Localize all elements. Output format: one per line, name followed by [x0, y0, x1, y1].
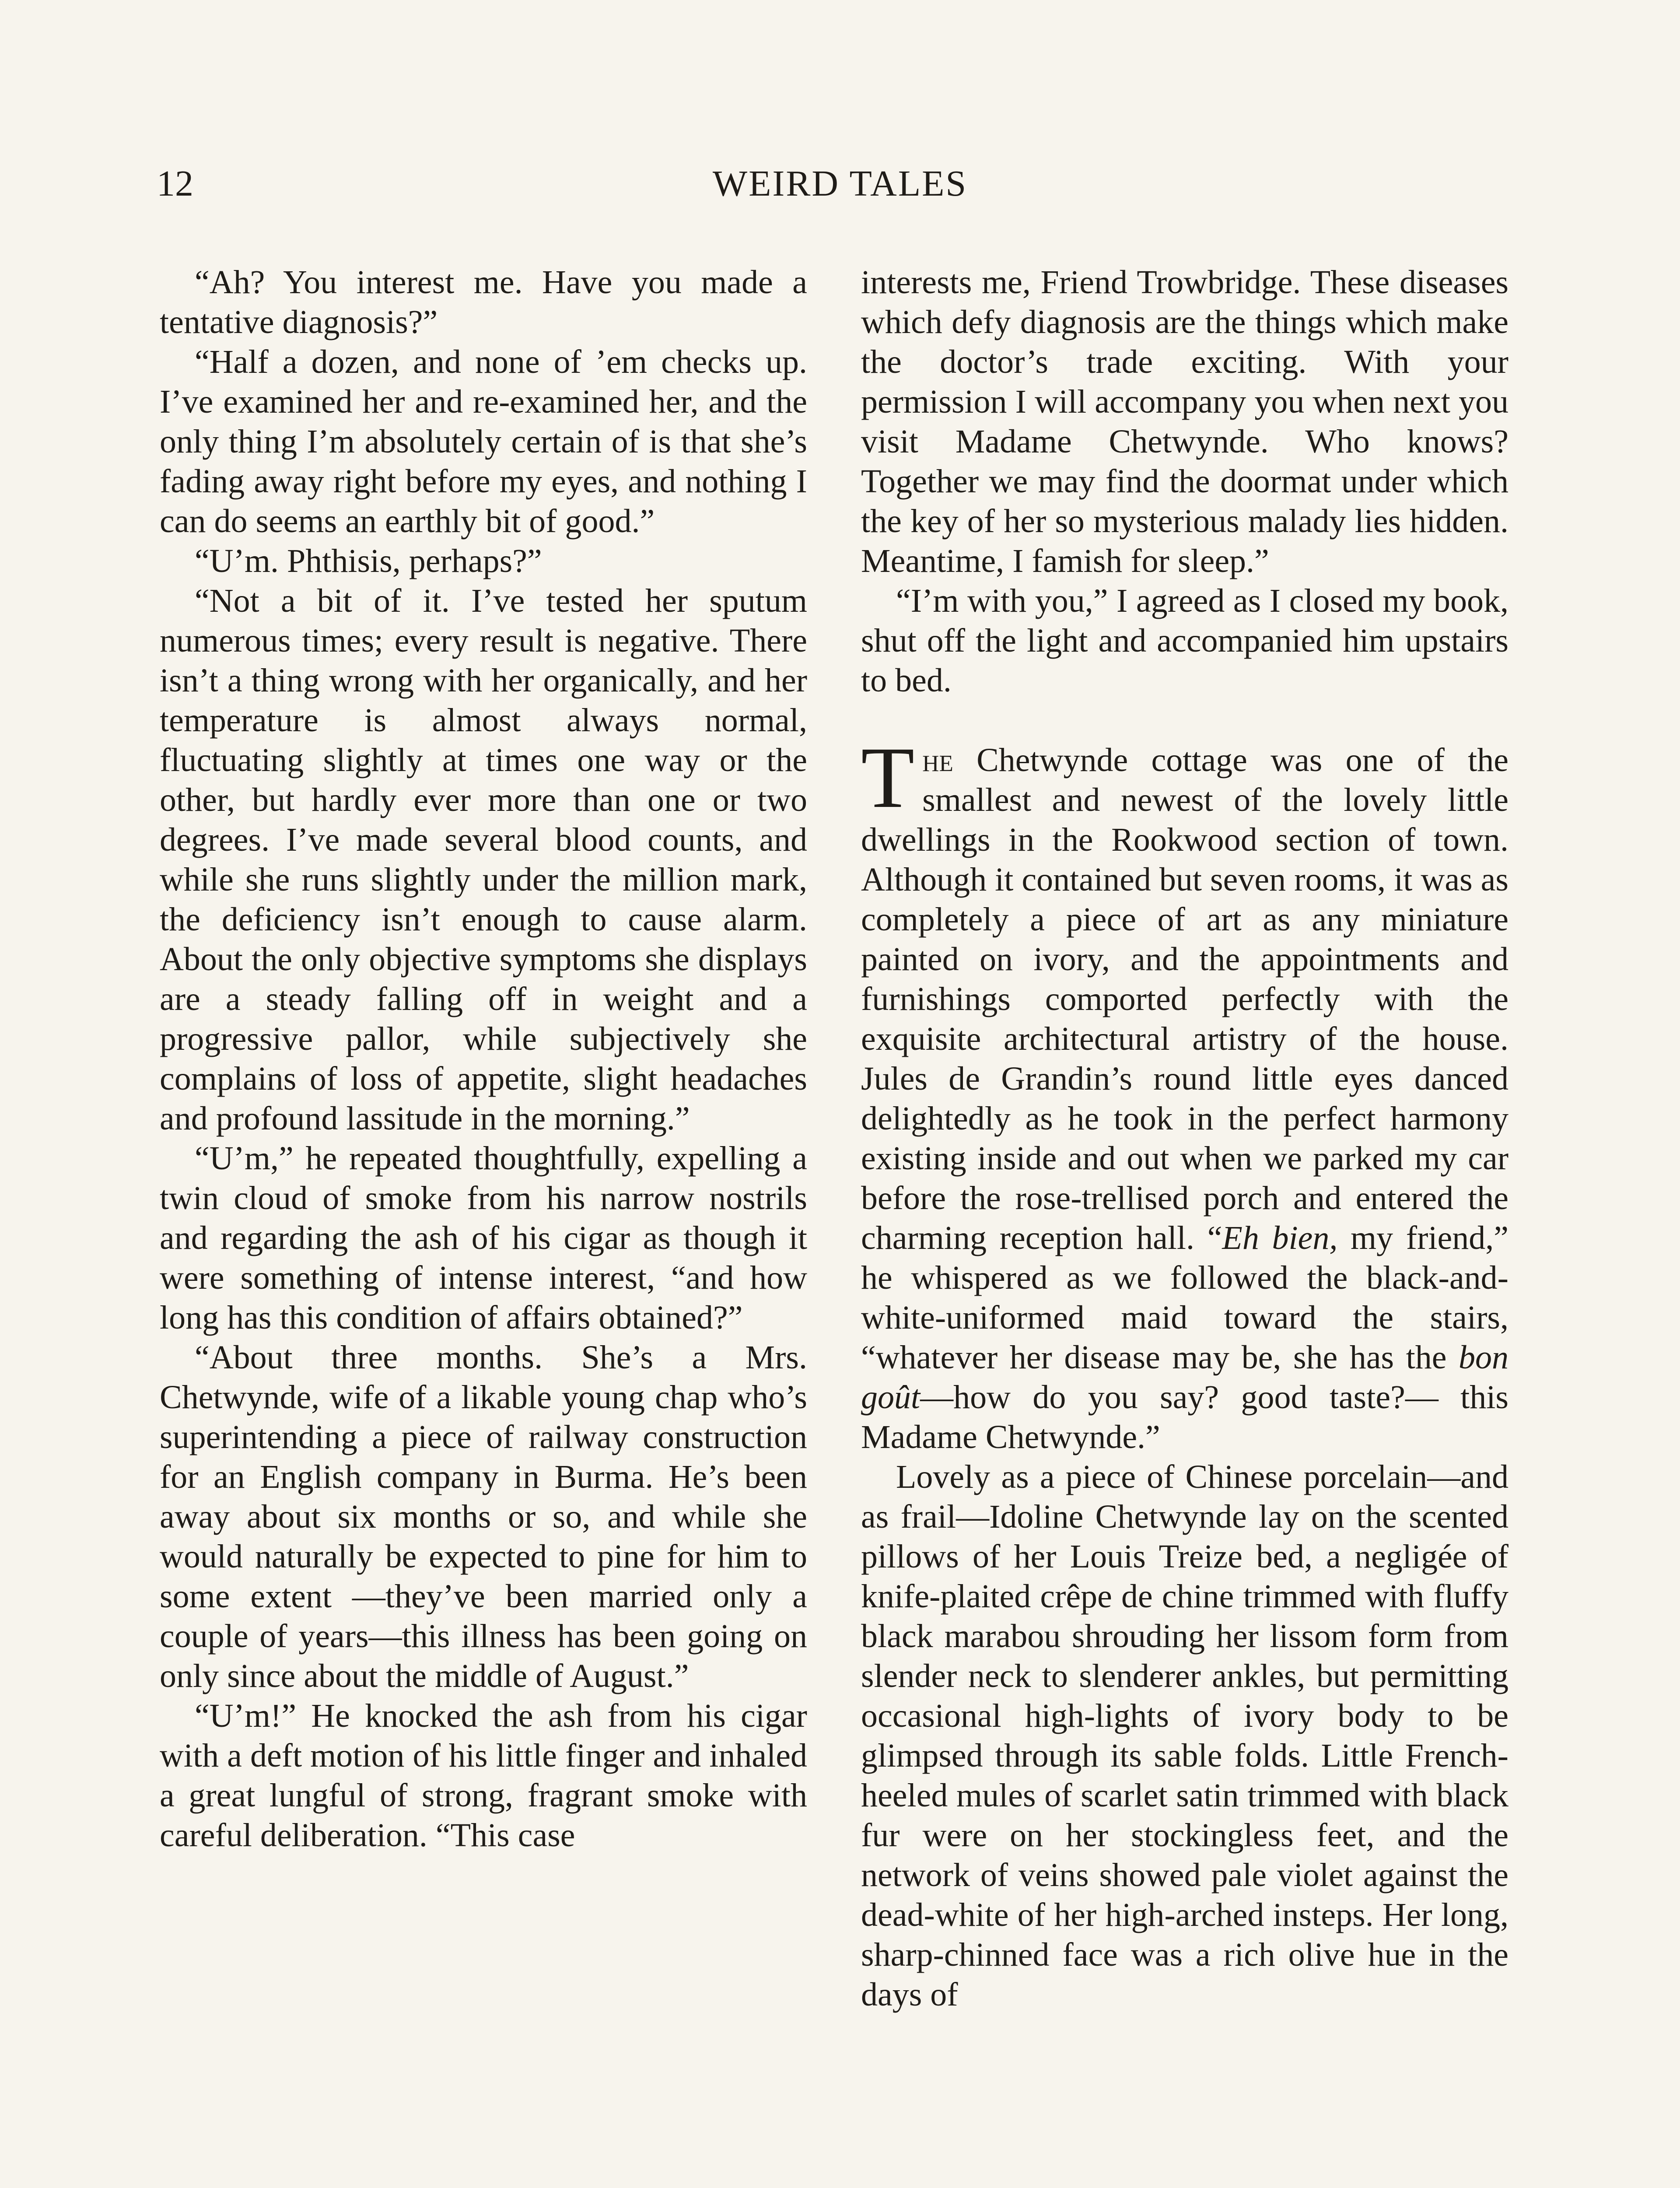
- drop-cap: T: [861, 729, 915, 826]
- italic-phrase: bon goût: [861, 1339, 1508, 1416]
- right-column: [861, 263, 1508, 2015]
- paragraph: Lovely as a piece of Chinese porcelain—and as frail—Idoline Chetwynde lay on the scented pillows of her Louis Treize bed, a negligée of knife-plaited crêpe de chine trimmed with fluffy black marabou shrouding her lissom form from slender neck to slenderer ankles, but permitting occasional high-lights of ivory body to be glimpsed through its sable folds. Little French-heeled mules of scarlet satin trimmed with black fur were on her stockingless feet, and the network of veins showed pale violet against the dead-white of her high-arched insteps. Her long, sharp-chinned face was a rich olive hue in the days of: [861, 1459, 1508, 2013]
- page-number: 12: [157, 163, 193, 204]
- left-column: [160, 263, 807, 1855]
- running-head: WEIRD TALES: [712, 163, 968, 204]
- text-run: Chetwynde cottage was one of the smallest and newest of the lovely little dwellings in the Rookwood section of town. Although it contained but seven rooms, it was as completely a piece of art as any miniature painted on ivory, and the appointments and furnishings comported perfectly with the exquisite architectural artistry of the house. Jules de Grandin’s round little eyes danced delightedly as he took in the perfect harmony existing inside and out when we parked my car before the rose-trellised porch and entered the charming reception hall. “: [861, 742, 1508, 1256]
- section-break: [861, 701, 1508, 740]
- section-opening-paragraph: [861, 729, 1508, 1457]
- text-run: my friend,” he whispered as we followed the black-and-white-uniformed maid toward the stairs, “whatever her disease may be, she has the: [861, 1220, 1508, 1376]
- italic-phrase: Eh bien,: [1222, 1220, 1338, 1256]
- paragraph: “I’m with you,” I agreed as I closed my book, shut off the light and accompanied him upstairs to bed.: [861, 582, 1508, 699]
- text-run: —how do you say? good taste?— this Madame Chetwynde.”: [861, 1379, 1508, 1455]
- paragraph: “Not a bit of it. I’ve tested her sputum numerous times; every result is negative. There isn’t a thing wrong with her organically, and her temperature is almost always normal, fluctuating slightly at times one way or the other, but hardly ever more than one or two degrees. I’ve made several blood counts, and while she runs slightly under the million mark, the deficiency isn’t enough to cause alarm. About the only objective symptoms she displays are a steady falling off in weight and a progressive pallor, while subjectively she complains of loss of appetite, slight headaches and profound lassitude in the morning.”: [160, 582, 807, 1137]
- paragraph: “U’m,” he repeated thoughtfully, expelling a twin cloud of smoke from his narrow nostrils and regarding the ash of his cigar as though it were something of intense interest, “and how long has this condition of affairs obtained?”: [160, 1140, 807, 1336]
- paragraph: “About three months. She’s a Mrs. Chetwynde, wife of a likable young chap who’s superintending a piece of railway construction for an English company in Burma. He’s been away about six months or so, and while she would naturally be expected to pine for him to some extent —they’ve been married only a couple of years—this illness has been going on only since about the middle of August.”: [160, 1339, 807, 1694]
- paragraph: “Ah? You interest me. Have you made a tentative diagnosis?”: [160, 264, 807, 340]
- paragraph-continuation: interests me, Friend Trowbridge. These diseases which defy diagnosis are the things which make the doctor’s trade exciting. With your permission I will accompany you when next you visit Madame Chetwynde. Who knows? Together we may find the doormat under which the key of her so mysterious malady lies hidden. Meantime, I famish for sleep.”: [861, 264, 1508, 579]
- paragraph: “U’m. Phthisis, perhaps?”: [195, 543, 542, 579]
- paragraph: “U’m!” He knocked the ash from his cigar with a deft motion of his little finger and inhaled a great lungful of strong, fragrant smoke with careful deliberation. “This case: [160, 1697, 807, 1854]
- paragraph: “Half a dozen, and none of ’em checks up. I’ve examined her and re-examined her, and the only thing I’m absolutely certain of is that she’s fading away right before my eyes, and nothing I can do seems an earthly bit of good.”: [160, 344, 807, 540]
- small-caps-lead: he: [922, 742, 953, 778]
